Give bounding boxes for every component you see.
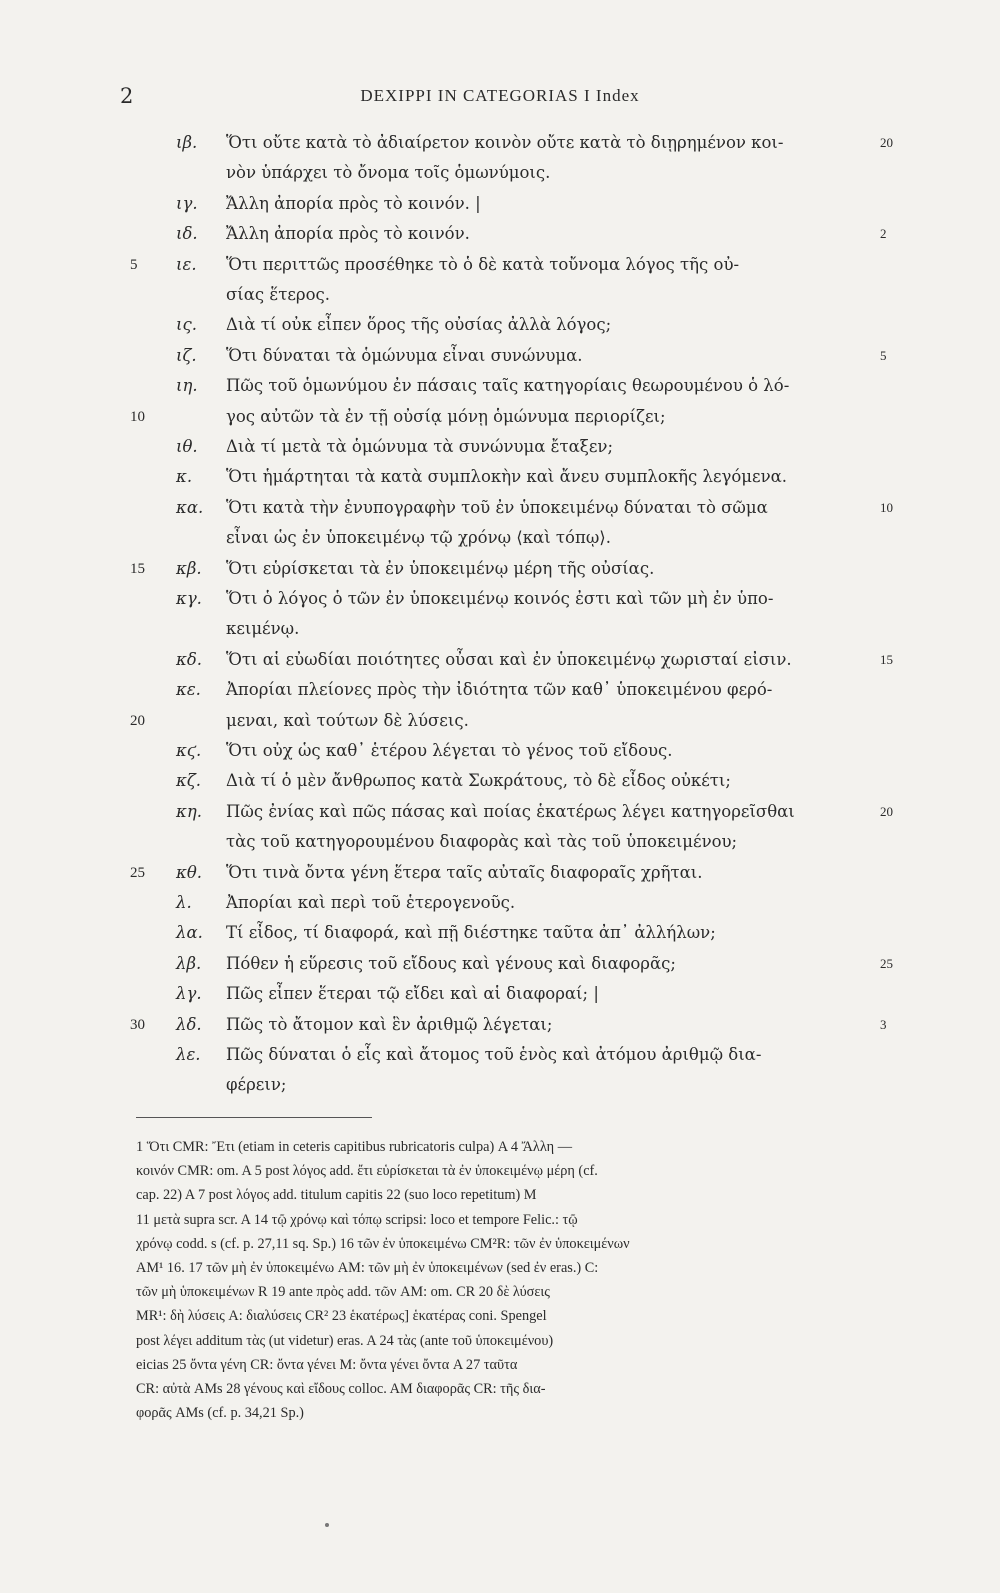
chapter-title: Τί εἶδος, τί διαφορά, καὶ πῇ διέστηκε ταῦτα ἀπ᾽ ἀλλήλων; [226,923,716,943]
chapter-title: Ἀπορίαι καὶ περὶ τοῦ ἑτερογενοῦς. [226,893,516,912]
chapter-title: Ὅτι ὁ λόγος ὁ τῶν ἐν ὑποκειμένῳ κοινός ἐστι καὶ τῶν μὴ ἐν ὑπο- [226,589,774,608]
chapter-title: κειμένῳ. [226,619,300,639]
chapter-title: τὰς τοῦ κατηγορουμένου διαφορὰς καὶ τὰς τοῦ ὑποκειμένου; [226,832,738,852]
index-line [0,341,1000,371]
index-line [0,827,1000,857]
chapter-title: Ὅτι κατὰ τὴν ἐνυπογραφὴν τοῦ ἐν ὑποκειμένῳ δύναται τὸ σῶμα [226,497,768,517]
chapter-title: Πόθεν ἡ εὕρεσις τοῦ εἴδους καὶ γένους καὶ διαφορᾶς; [226,953,676,973]
index-line [0,462,1000,492]
chapter-number: κα. [176,497,204,517]
index-line [0,736,1000,766]
chapter-number: ιδ. [176,224,198,244]
chapter-number: λα. [176,923,203,943]
chapter-title: γος αὐτῶν τὰ ἐν τῇ οὐσίᾳ μόνῃ ὁμώνυμα περιορίζει; [226,406,666,426]
index-line [0,523,1000,553]
chapter-number: ιθ. [176,437,198,456]
footnote-line: χρόνῳ codd. s (cf. p. 27,11 sq. Sp.) 16 τῶν ἐν ὑποκειμένω CM²R: τῶν ἐν ὑποκειμένων [136,1235,630,1252]
index-line [0,584,1000,614]
chapter-title: Πῶς εἶπεν ἕτεραι τῷ εἴδει καὶ αἱ διαφοραί; | [226,984,599,1004]
footnote-line: τῶν μὴ ὑποκειμένων R 19 ante πρὸς add. τῶν AM: om. CR 20 δὲ λύσεις [136,1284,550,1301]
chapter-number: κθ. [176,862,202,882]
chapter-title: νὸν ὑπάρχει τὸ ὄνομα τοῖς ὁμωνύμοις. [226,163,551,183]
chapter-number: κ. [176,467,193,487]
chapter-number: κη. [176,801,202,821]
footnote-line: κοινόν CMR: om. A 5 post λόγος add. ἔτι εὑρίσκεται τὰ ἐν ὑποκειμένῳ μέρη (cf. [136,1163,598,1180]
chapter-title: εἶναι ὡς ἐν ὑποκειμένῳ τῷ χρόνῳ ⟨καὶ τόπῳ⟩. [226,528,611,548]
index-line [0,219,1000,249]
index-line [0,189,1000,219]
chapter-title: σίας ἕτερος. [226,285,331,304]
line-number: 15 [130,560,145,577]
chapter-number: λγ. [176,984,202,1004]
index-line [0,949,1000,979]
chapter-title: Ἄλλη ἀπορία πρὸς τὸ κοινόν. | [226,193,481,213]
chapter-number: ιγ. [176,193,198,213]
line-number: 20 [130,712,145,729]
speck-mark [325,1523,329,1527]
margin-reference: 20 [880,803,893,819]
page-number: 2 [120,84,134,108]
chapter-number: κϛ. [176,741,202,760]
line-number: 25 [130,864,145,881]
chapter-title: Ἀπορίαι πλείονες πρὸς τὴν ἰδιότητα τῶν καθ᾽ ὑποκειμένου φερό- [226,680,773,700]
index-line [0,310,1000,340]
chapter-title: φέρειν; [226,1075,287,1095]
index-line [0,493,1000,523]
index-line [0,888,1000,918]
footnote-line: cap. 22) A 7 post λόγος add. titulum capitis 22 (suo loco repetitum) M [136,1187,537,1204]
index-line [0,158,1000,188]
index-line [0,797,1000,827]
chapter-number: ις. [176,315,197,335]
index-line [0,918,1000,948]
index-line [0,645,1000,675]
footnote-line: 11 μετὰ supra scr. A 14 τῷ χρόνῳ καὶ τόπῳ scripsi: loco et tempore Felic.: τῷ [136,1211,578,1228]
chapter-number: κγ. [176,589,202,608]
chapter-title: Πῶς δύναται ὁ εἷς καὶ ἄτομος τοῦ ἑνὸς καὶ ἀτόμου ἀριθμῷ δια- [226,1045,762,1064]
index-line [0,614,1000,644]
chapter-title: Διὰ τί οὐκ εἶπεν ὅρος τῆς οὐσίας ἀλλὰ λόγος; [226,315,612,335]
chapter-number: λε. [176,1045,201,1064]
chapter-title: Πῶς τοῦ ὁμωνύμου ἐν πάσαις ταῖς κατηγορίαις θεωρουμένου ὁ λό- [226,376,790,396]
footnote-line: MR¹: δὴ λύσεις A: διαλύσεις CR² 23 ἑκατέρως] ἑκατέρας coni. Spengel [136,1308,547,1325]
margin-reference: 5 [880,347,887,363]
footnote-line: CR: αὐτὰ AMs 28 γένους καὶ εἴδους colloc. AM διαφορᾶς CR: τῆς δια- [136,1381,546,1397]
margin-reference: 20 [880,135,893,150]
chapter-title: Ὅτι ἡμάρτηται τὰ κατὰ συμπλοκὴν καὶ ἄνευ συμπλοκῆς λεγόμενα. [226,467,787,487]
chapter-number: ιε. [176,254,197,274]
index-line [0,675,1000,705]
chapter-title: Ὅτι οὔτε κατὰ τὸ ἀδιαίρετον κοινὸν οὔτε κατὰ τὸ διῃρημένον κοι- [226,133,784,152]
index-line [0,554,1000,584]
index-line [0,250,1000,280]
chapter-number: ιζ. [176,345,197,365]
chapter-title: Διὰ τί μετὰ τὰ ὁμώνυμα τὰ συνώνυμα ἔταξεν; [226,437,614,456]
index-line [0,402,1000,432]
index-line [0,858,1000,888]
footnote-line: post λέγει additum τὰς (ut videtur) eras. A 24 τὰς (ante τοῦ ὑποκειμένου) [136,1332,554,1349]
line-number: 10 [130,408,145,425]
chapter-title: Ὅτι τινὰ ὄντα γένη ἕτερα ταῖς αὐταῖς διαφοραῖς χρῆται. [226,862,703,882]
chapter-number: κδ. [176,649,202,669]
chapter-title: Ὅτι αἱ εὐωδίαι ποιότητες οὖσαι καὶ ἐν ὑποκειμένῳ χωρισταί εἰσιν. [226,649,792,669]
chapter-number: λβ. [176,953,202,973]
index-line [0,432,1000,462]
index-line [0,1010,1000,1040]
chapter-title: Ὅτι περιττῶς προσέθηκε τὸ ὁ δὲ κατὰ τοὔνομα λόγος τῆς οὐ- [226,254,740,274]
chapter-title: Ὅτι δύναται τὰ ὁμώνυμα εἶναι συνώνυμα. [226,345,583,365]
margin-reference: 25 [880,955,893,971]
index-line [0,766,1000,796]
chapter-number: ιη. [176,376,198,396]
chapter-title: Ὅτι εὑρίσκεται τὰ ἐν ὑποκειμένῳ μέρη τῆς οὐσίας. [226,558,655,578]
chapter-title: Πῶς ἐνίας καὶ πῶς πάσας καὶ ποίας ἑκατέρως λέγει κατηγορεῖσθαι [226,801,795,821]
chapter-number: λ. [176,893,192,912]
chapter-number: κζ. [176,771,202,791]
index-line [0,1070,1000,1100]
chapter-title: μεναι, καὶ τούτων δὲ λύσεις. [226,710,469,730]
footnote-line: eicias 25 ὄντα γένη CR: ὄντα γένει M: ὄντα γένει ὄντα A 27 ταῦτα [136,1356,518,1373]
chapter-number: κε. [176,680,201,700]
margin-reference: 10 [880,499,893,515]
index-line [0,280,1000,310]
chapter-title: Διὰ τί ὁ μὲν ἄνθρωπος κατὰ Σωκράτους, τὸ δὲ εἶδος οὐκέτι; [226,771,731,791]
line-number: 30 [130,1016,145,1033]
margin-reference: 2 [880,226,887,242]
chapter-number: ιβ. [176,133,198,152]
index-line [0,706,1000,736]
footnote-line: 1 Ὅτι CMR: Ἔτι (etiam in ceteris capitibus rubricatoris culpa) A 4 Ἄλλη — [136,1139,573,1155]
footnote-rule [136,1117,372,1118]
chapter-number: κβ. [176,558,202,578]
index-line [0,1040,1000,1070]
index-line [0,979,1000,1009]
page-header [0,84,1000,114]
line-number: 5 [130,256,138,273]
chapter-number: λδ. [176,1014,202,1034]
chapter-title: Ἄλλη ἀπορία πρὸς τὸ κοινόν. [226,224,470,244]
chapter-title: Πῶς τὸ ἄτομον καὶ ἓν ἀριθμῷ λέγεται; [226,1014,553,1034]
running-head: DEXIPPI IN CATEGORIAS I Index [360,86,640,105]
chapter-title: Ὅτι οὐχ ὡς καθ᾽ ἑτέρου λέγεται τὸ γένος τοῦ εἴδους. [226,741,673,760]
footnote-line: AM¹ 16. 17 τῶν μὴ ἐν ὑποκειμένω AM: τῶν μὴ ἐν ὑποκειμένων (sed ἐν eras.) C: [136,1260,599,1276]
margin-reference: 15 [880,651,893,667]
footnote-line: φορᾶς AMs (cf. p. 34,21 Sp.) [136,1405,304,1422]
margin-reference: 3 [880,1016,887,1032]
index-line [0,128,1000,158]
index-line [0,371,1000,401]
